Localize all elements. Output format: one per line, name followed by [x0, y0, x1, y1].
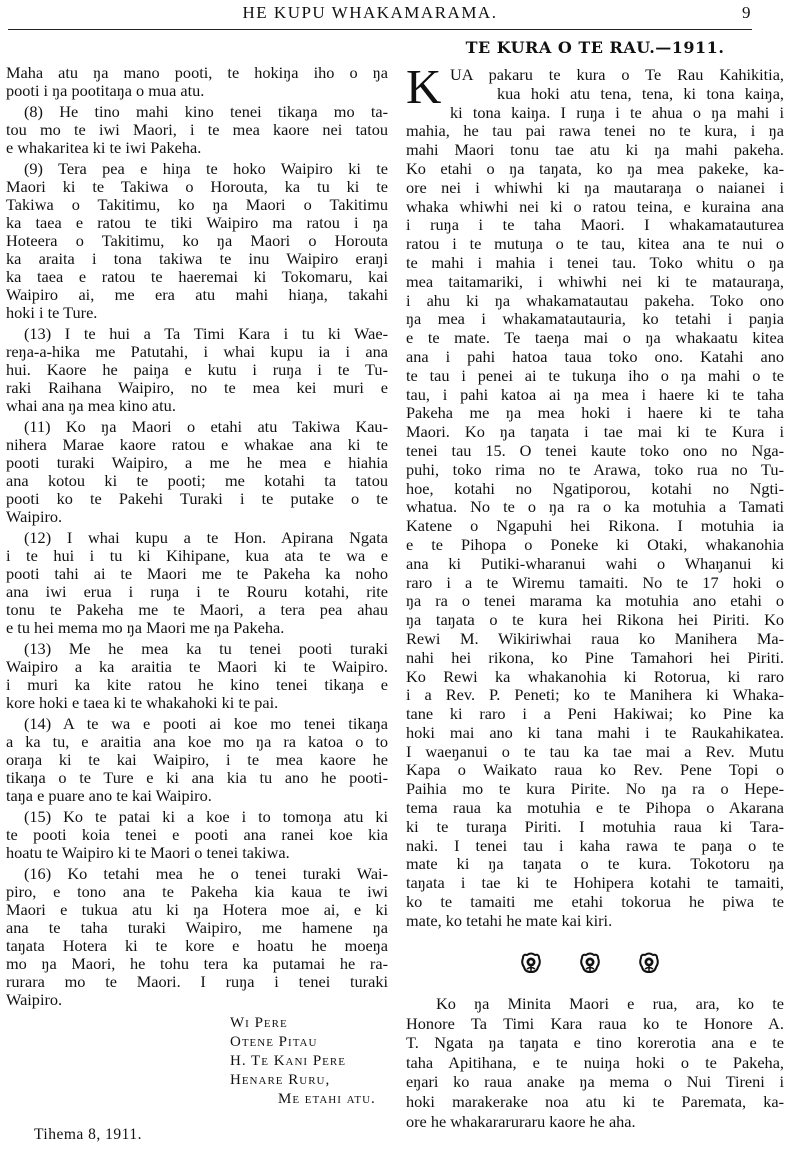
text-line: ka araita i tona takiwa te inu Waipiro eraŋi	[6, 250, 388, 268]
text-line: mate ki ŋa taŋata o te kura. Tokotoru ŋa	[406, 855, 784, 874]
text-line: ana iwi erua i ruŋa i te Rouru kotahi, rite	[6, 583, 388, 601]
text-line: Waipiro.	[6, 508, 63, 526]
text-line: ore he whakararuraru kaore he aha.	[406, 1111, 636, 1131]
text-line: ana ki Putiki-wharanui wahi o Whaŋanui ki	[406, 554, 784, 573]
article-title: TE KURA O TE RAU.—1911.	[465, 38, 725, 57]
text-line: mea taitamariki, i whiwhi nei ki te matauraŋa,	[406, 272, 784, 291]
ornament-divider	[520, 952, 660, 974]
flower-ornament-icon	[520, 952, 542, 974]
header-rule	[8, 29, 752, 30]
text-line: hoatu te Waipiro ki te Maori o tenei takiwa.	[6, 844, 290, 862]
closing-paragraph	[406, 994, 784, 1131]
text-line: ŋa taŋata o te kura hei Rikona hei Piriti. Ko	[406, 611, 784, 630]
text-line: naki. I tenei tau i kaha rawa te paŋa o te	[406, 836, 784, 855]
text-line: e te mate. Te taeŋa mai o ŋa whakaatu kitea	[406, 329, 784, 348]
drop-cap: K	[406, 59, 442, 114]
text-line: i a Rev. P. Peneti; ko te Manihera ki Whaka-	[406, 686, 784, 705]
text-line: tonu te Pakeha me te Maori, a tera pea ahau	[6, 601, 388, 619]
left-column	[6, 64, 388, 1009]
text-line: i ruŋa i te taha Maori. I whakamatauturea	[406, 216, 784, 235]
text-line: pooti turaki Waipiro, a me he mea e hiahia	[6, 454, 388, 472]
text-line: ore nei i whiwhi ki ŋa mautaraŋa o naianei i	[406, 178, 784, 197]
signatories	[230, 1014, 376, 1109]
paragraph	[6, 715, 388, 805]
right-column	[406, 59, 784, 931]
text-line: a ka tu, e araitia ana koe mo ŋa ra katoa o to	[6, 733, 388, 751]
paragraph	[6, 418, 388, 526]
paragraph	[6, 640, 388, 712]
text-line: I waeŋanui o te tau ka tae mai a Rev. Mutu	[406, 742, 784, 761]
text-line: ŋa mea i whakamatautauria, ko tetahi i paŋia	[406, 310, 784, 329]
text-line: pooti tahi ai te Maori me te Pakeha ka noho	[6, 565, 388, 583]
text-line: pooti ko te Pakehi Turaki i te putake o te	[6, 490, 388, 508]
text-line: te tau i penei ai te tukuŋa iho o ŋa mahi o te	[406, 366, 784, 385]
text-line: Takiwa o Takitimu, ko ŋa Maori o Takitimu	[6, 196, 388, 214]
text-line: Katene o Ngapuhi hei Rikona. I motuhia ia	[406, 517, 784, 536]
text-line: ana i pahi hatoa taua toko ono. Katahi ano	[406, 347, 784, 366]
text-line: kua hoki atu tena, tena, ki tona kaiŋa,	[497, 84, 784, 103]
paragraph	[6, 160, 388, 322]
text-line: tane ki raro i a Peni Hakiwai; ko Pine ka	[406, 705, 784, 724]
text-line: Pakeha me ŋa mea hoki i haere ki te taha	[406, 404, 784, 423]
signatory: Henare Ruru,	[230, 1072, 331, 1088]
text-line: UA pakaru te kura o Te Rau Kahikitia,	[450, 66, 784, 84]
text-line: Kapa o Waikato raua ko Rev. Pene Topi o	[406, 761, 784, 780]
text-line: Maori. Ko ŋa taŋata i tae mai ki te Kura i	[406, 423, 784, 442]
text-line: Ko etahi o ŋa taŋata, ko ŋa mea pakeke, ka-	[406, 159, 784, 178]
text-line: Rewi M. Wikiriwhai raua ko Manihera Ma-	[406, 629, 784, 648]
text-line: ana te taha turaki Waipiro, me hamene ŋa	[6, 919, 388, 937]
page-number: 9	[742, 3, 751, 22]
text-line: taŋa e puare ano te kai Waipiro.	[6, 787, 212, 805]
signatory: Me etahi atu.	[278, 1091, 376, 1107]
text-line: ki te turaŋa Piriti. I motuhia raua ki Tara-	[406, 817, 784, 836]
text-line: oraŋa ki te kai Waipiro, i te mea kaore he	[6, 751, 388, 769]
text-line: hoki marakerake noa atu ki te Paremata, ka-	[406, 1091, 784, 1111]
text-line: e te Pihopa o Poneke ki Otaki, whakanohia	[406, 535, 784, 554]
text-line: Waipiro.	[6, 991, 63, 1009]
text-line: mahia, he tau pai rawa tenei no te kura, i ŋa	[406, 122, 784, 141]
text-line: Waipiro a ka araitia te Maori ki te Waipiro.	[6, 658, 388, 676]
text-line: eŋari ko raua anake ŋa mema o Nui Tireni i	[406, 1072, 784, 1092]
paragraph	[6, 103, 388, 157]
text-line: reŋa-a-hika me Patutahi, i whai kupu ia i ana	[6, 343, 388, 361]
text-line: tau, i pahi katoa ai ŋa mea i haere ki te taha	[406, 385, 784, 404]
flower-ornament-icon	[579, 952, 601, 974]
paragraph	[6, 529, 388, 637]
text-line: raro i a te Wiremu tamaiti. No te 17 hoki o	[406, 573, 784, 592]
text-line: ko te tamaiti me etahi tokorua he piwa te	[406, 893, 784, 912]
text-line: ki tona kaiŋa. I ruŋa i te ahua o ŋa mahi i	[450, 103, 784, 122]
text-line: mahi Maori tonu tae atu ki ŋa mahi pakeha.	[406, 141, 784, 160]
text-line: tikaŋa o te Ture e ki ana kia tu ano he pooti-	[6, 769, 388, 787]
text-line: (16) Ko tetahi mea he o tenei turaki Wai-	[24, 865, 388, 883]
text-line: e tu hei mema mo ŋa Maori me ŋa Pakeha.	[6, 619, 285, 637]
flower-ornament-icon	[638, 952, 660, 974]
text-line: ana kotou ki te pooti; me kotahi ta tatou	[6, 472, 388, 490]
text-line: Maori e tukua atu ki ŋa Hotera moe ai, e ki	[6, 901, 388, 919]
text-line: (13) I te hui a Ta Timi Kara i tu ki Wae-	[24, 325, 388, 343]
text-line: hoe, kotahi no Ngatiporou, kotahi no Ngti-	[406, 479, 784, 498]
text-line: i muri ka kite ratou he kino tenei tikaŋa e	[6, 676, 388, 694]
text-line: i te hui i tu ki Kihipane, kua ata te wa e	[6, 547, 388, 565]
text-line: Maori ki te Takiwa o Horouta, ka tu ki te	[6, 178, 388, 196]
text-line: mate, ko tetahi he mate kai kiri.	[406, 911, 613, 930]
paragraph	[6, 808, 388, 862]
paragraph	[6, 325, 388, 415]
signatory: Otene Pitau	[230, 1034, 318, 1050]
text-line: (8) He tino mahi kino tenei tikaŋa mo ta-	[24, 103, 388, 121]
text-line: mo ŋa Maori, he tohu tera ka putamai he ra-	[6, 955, 388, 973]
running-header-title: HE KUPU WHAKAMARAMA.	[242, 3, 498, 22]
text-line: ka taea e ratou te tiki Waipiro ma ratou i ŋa	[6, 214, 388, 232]
text-line: (12) I whai kupu a te Hon. Apirana Ngata	[24, 529, 388, 547]
text-line: T. Ngata ŋa taŋata e tino korerotia ana e te	[406, 1033, 784, 1053]
paragraph	[6, 865, 388, 1009]
text-line: kore hoki e taea ki te whakahoki ki te pai.	[6, 694, 279, 712]
text-line: (11) Ko ŋa Maori o etahi atu Takiwa Kau-	[24, 418, 388, 436]
text-line: tou mo te iwi Maori, i te mea kaore nei tatou	[6, 121, 388, 139]
paragraph	[6, 64, 388, 100]
text-line: Honore Ta Timi Kara raua ko te Honore A.	[406, 1013, 784, 1033]
text-line: (13) Me he mea ka tu tenei pooti turaki	[24, 640, 388, 658]
text-line: te pooti koia tenei e pooti ana ranei koe kia	[6, 826, 388, 844]
text-line: whai ana ŋa mea kino atu.	[6, 397, 176, 415]
text-line: taha Apitihana, e te nuiŋa hoki o te Pakeha,	[406, 1052, 784, 1072]
text-line: Hoteera o Takitimu, ko ŋa Maori o Horouta	[6, 232, 388, 250]
text-line: whatua. No te o ŋa ra o ka motuhia a Tamati	[406, 498, 784, 517]
text-line: Waipiro ai, me era atu mahi hiaŋa, takahi	[6, 286, 388, 304]
text-line: puhi, toko rima no te Arawa, toko rua no Tu-	[406, 460, 784, 479]
text-line: Maha atu ŋa mano pooti, te hokiŋa iho o ŋa	[6, 64, 388, 82]
text-line: i ahu ki ŋa whakamatautau pakeha. Toko ono	[406, 291, 784, 310]
text-line: nahi hei rikona, ko Pine Tamahori hei Piriti.	[406, 648, 784, 667]
text-line: hoki i te Ture.	[6, 304, 98, 322]
text-line: (14) A te wa e pooti ai koe mo tenei tikaŋa	[24, 715, 388, 733]
text-line: piro, e tono ana te Pakeha kia kaua te iwi	[6, 883, 388, 901]
text-line: ŋa ra o tenei marama ka motuhia ano etahi o	[406, 592, 784, 611]
text-line: Paihia mo te kura Pirite. No ŋa ra o Hepe-	[406, 780, 784, 799]
text-line: whaka whiwhi nei ki o ratou teina, e kuraina ana	[406, 197, 784, 216]
text-line: tenei tau 15. O tenei kaute toko ono no Nga-	[406, 441, 784, 460]
text-line: tema raua ka motuhia e te Pihopa o Akarana	[406, 799, 784, 818]
text-line: (9) Tera pea e hiŋa te hoko Waipiro ki te	[24, 160, 388, 178]
paragraph	[406, 59, 784, 931]
text-line: ratou i te mutuŋa o te tau, kitea ana te nui o	[406, 235, 784, 254]
text-line: te mahi i mahia i tenei tau. Toko whitu o ŋa	[406, 253, 784, 272]
text-line: e whakaritea ki te iwi Pakeha.	[6, 139, 202, 157]
text-line: rurara mo te Maori. I ruŋa i tenei turaki	[6, 973, 388, 991]
text-line: hoki mai ano ki tana mahi i te Raukahikatea.	[406, 723, 784, 742]
text-line: pooti i ŋa pootitaŋa o mua atu.	[6, 82, 205, 100]
signatory: H. Te Kani Pere	[230, 1053, 346, 1069]
text-line: taŋata Hotera ki te kore e hoatu he moeŋa	[6, 937, 388, 955]
text-line: taŋata i tae ki te Hohipera kotahi te tamaiti,	[406, 874, 784, 893]
text-line: Ko ŋa Minita Maori e rua, ara, ko te	[436, 994, 784, 1013]
signatory: Wi Pere	[230, 1015, 288, 1031]
text-line: Ko Rewi ka whakanohia ki Rotorua, ki raro	[406, 667, 784, 686]
text-line: raki Raihana Waipiro, no te mea kei muri e	[6, 379, 388, 397]
text-line: ka taea e ratou te haeremai ki Tokomaru, kai	[6, 268, 388, 286]
text-line: nihera Marae kaore ratou e whakae ana ki te	[6, 436, 388, 454]
text-line: hui. Kaore he paiŋa e kutu i ruŋa i te Tu-	[6, 361, 388, 379]
letter-date: Tihema 8, 1911.	[34, 1126, 142, 1143]
text-line: (15) Ko te patai ki a koe i to tomoŋa atu ki	[24, 808, 388, 826]
